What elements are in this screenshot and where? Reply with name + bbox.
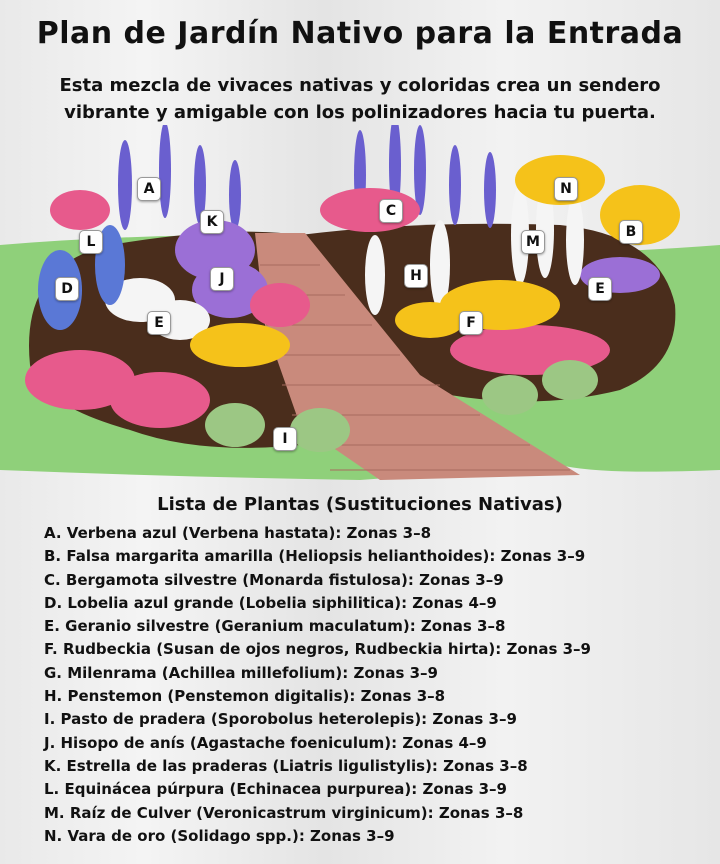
page-title: Plan de Jardín Nativo para la Entrada <box>36 16 684 51</box>
plant-item-h: H. Penstemon (Penstemon digitalis): Zonas 3–8 <box>44 687 446 706</box>
marker-j: J <box>210 267 234 291</box>
plant-item-i: I. Pasto de pradera (Sporobolus heterolepis): Zonas 3–9 <box>44 710 517 729</box>
marker-l: L <box>79 230 103 254</box>
marker-k: K <box>200 210 224 234</box>
marker-c: C <box>379 199 403 223</box>
plant-list-heading: Lista de Plantas (Sustituciones Nativas) <box>157 494 563 515</box>
plant-item-d: D. Lobelia azul grande (Lobelia siphilitica): Zonas 4–9 <box>44 593 497 612</box>
marker-f: F <box>459 311 483 335</box>
plant-item-b: B. Falsa margarita amarilla (Heliopsis helianthoides): Zonas 3–9 <box>44 547 586 566</box>
plant-item-g: G. Milenrama (Achillea millefolium): Zonas 3–9 <box>44 663 438 682</box>
plant-item-n: N. Vara de oro (Solidago spp.): Zonas 3–9 <box>44 826 395 845</box>
plant-item-f: F. Rudbeckia (Susan de ojos negros, Rudbeckia hirta): Zonas 3–9 <box>44 640 591 659</box>
garden-illustration <box>0 125 720 495</box>
marker-h: H <box>404 264 428 288</box>
plant-item-c: C. Bergamota silvestre (Monarda fistulosa): Zonas 3–9 <box>44 570 504 589</box>
marker-b: B <box>619 220 643 244</box>
garden-drawing <box>0 125 720 495</box>
plant-item-e: E. Geranio silvestre (Geranium maculatum): Zonas 3–8 <box>44 617 506 636</box>
marker-a: A <box>137 177 161 201</box>
plant-item-m: M. Raíz de Culver (Veronicastrum virginicum): Zonas 3–8 <box>44 803 524 822</box>
plant-item-k: K. Estrella de las praderas (Liatris ligulistylis): Zonas 3–8 <box>44 756 528 775</box>
marker-d: D <box>55 277 79 301</box>
marker-i: I <box>273 427 297 451</box>
plant-item-j: J. Hisopo de anís (Agastache foeniculum): Zonas 4–9 <box>44 733 487 752</box>
marker-m: M <box>521 230 545 254</box>
marker-e-right: E <box>588 277 612 301</box>
plant-item-a: A. Verbena azul (Verbena hastata): Zonas 3–8 <box>44 524 432 542</box>
plant-item-l: L. Equinácea púrpura (Echinacea purpurea): Zonas 3–9 <box>44 780 507 799</box>
tall-spikes <box>118 125 496 230</box>
page-subtitle: Esta mezcla de vivaces nativas y coloridas crea un sendero vibrante y amigable con los polinizadores hacia tu puerta. <box>59 75 661 123</box>
marker-e-left: E <box>147 311 171 335</box>
plant-list <box>44 522 591 848</box>
marker-n: N <box>554 177 578 201</box>
